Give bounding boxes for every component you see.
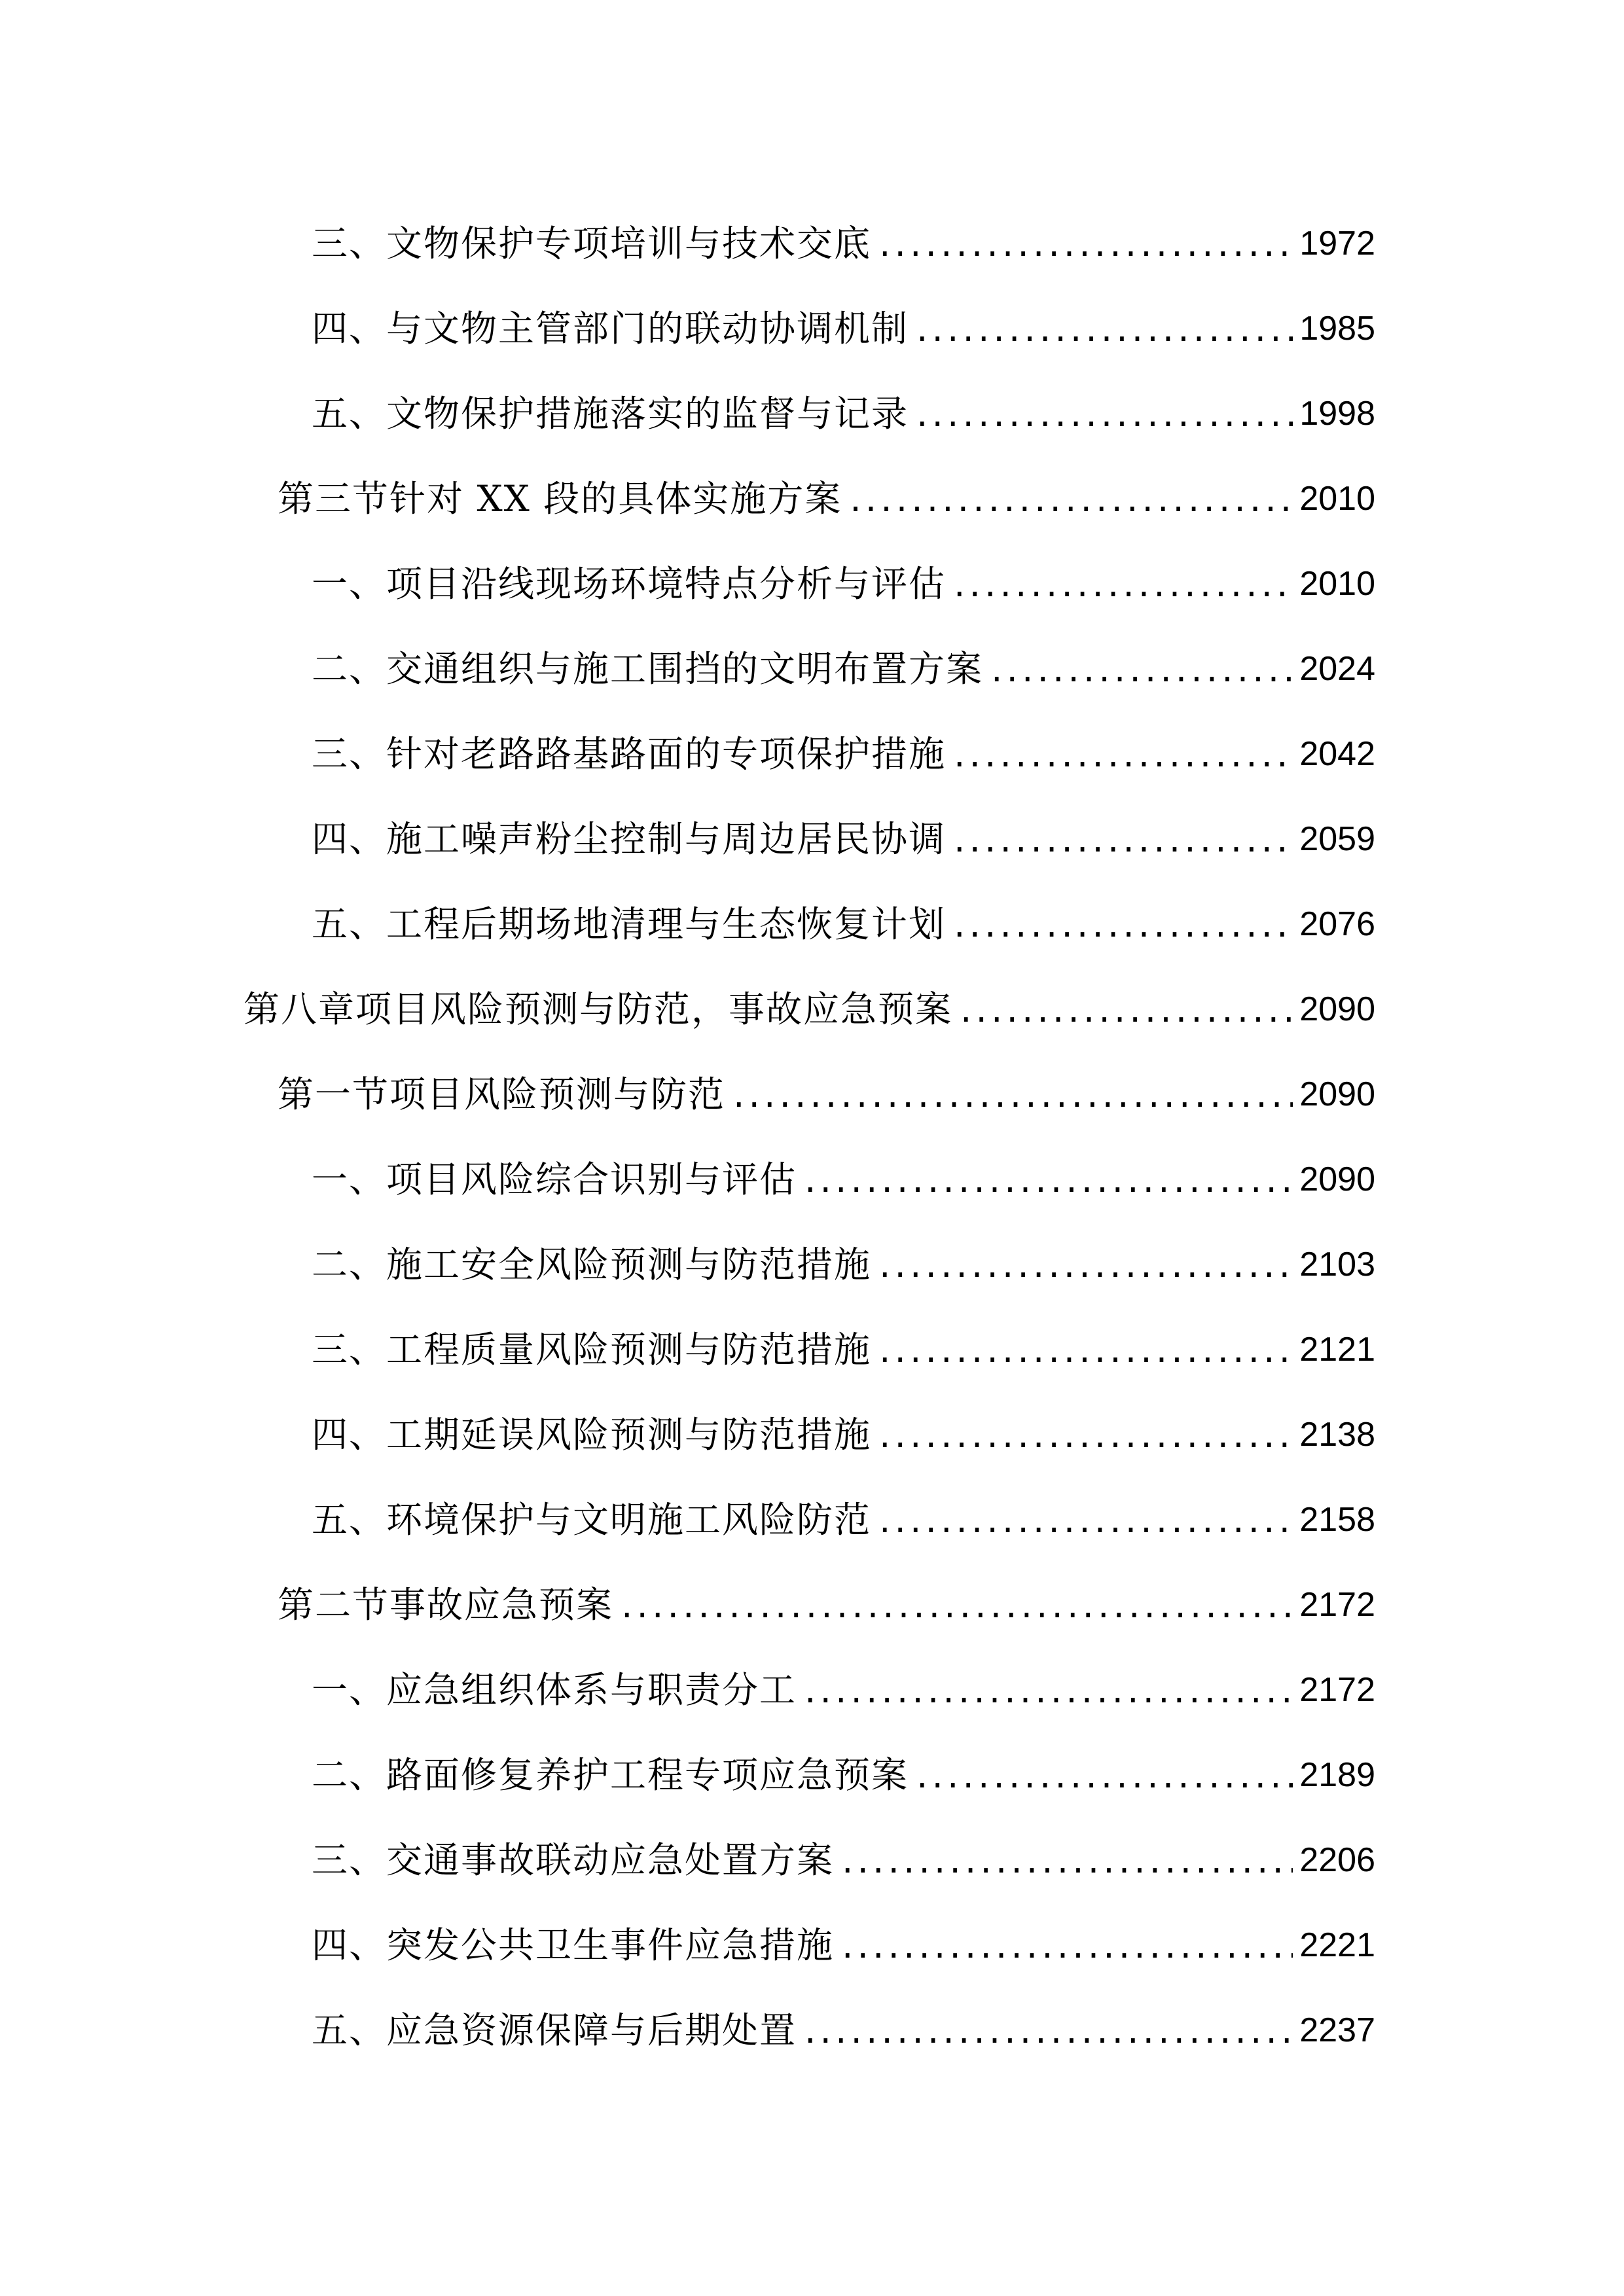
toc-entry-title: 五、环境保护与文明施工风险防范 (312, 1499, 872, 1541)
toc-entry-page: 2237 (1299, 2011, 1375, 2049)
toc-entry[interactable] (312, 1143, 1375, 1215)
toc-entry[interactable] (312, 1824, 1375, 1896)
toc-entry[interactable] (312, 633, 1375, 705)
toc-entry[interactable] (312, 803, 1375, 875)
toc-dot-leader (879, 1314, 1293, 1386)
toc-entry-title: 三、针对老路路基路面的专项保护措施 (312, 733, 947, 775)
toc-entry-title: 三、交通事故联动应急处置方案 (312, 1839, 835, 1881)
toc-dot-leader (842, 1824, 1293, 1896)
toc-entry[interactable] (312, 1229, 1375, 1300)
toc-dot-leader (842, 1909, 1293, 1981)
toc-dot-leader (804, 1143, 1293, 1215)
toc-entry[interactable] (312, 1484, 1375, 1556)
toc-dot-leader (850, 463, 1293, 535)
toc-entry-title: 一、项目沿线现场环境特点分析与评估 (312, 563, 947, 605)
toc-entry-page: 2158 (1299, 1501, 1375, 1539)
toc-dot-leader (916, 293, 1293, 365)
toc-entry[interactable] (312, 1654, 1375, 1726)
toc-dot-leader (879, 207, 1293, 279)
toc-entry-title: 一、项目风险综合识别与评估 (312, 1158, 797, 1200)
toc-entry-page: 1972 (1299, 224, 1375, 262)
toc-dot-leader (804, 1994, 1293, 2066)
toc-entry-page: 1985 (1299, 310, 1375, 348)
toc-entry-title: 四、与文物主管部门的联动协调机制 (312, 308, 909, 350)
toc-dot-leader (733, 1058, 1293, 1130)
toc-entry-page: 2172 (1299, 1671, 1375, 1709)
toc-entry-page: 2103 (1299, 1246, 1375, 1283)
toc-dot-leader (954, 718, 1293, 790)
toc-entry-title: 四、施工噪声粉尘控制与周边居民协调 (312, 818, 947, 860)
toc-entry-title: 二、交通组织与施工围挡的文明布置方案 (312, 648, 984, 690)
toc-dot-leader (991, 633, 1293, 705)
toc-entry-page: 2042 (1299, 735, 1375, 773)
toc-dot-leader (916, 378, 1293, 450)
toc-entry-page: 2059 (1299, 820, 1375, 858)
toc-entry-page: 2090 (1299, 990, 1375, 1028)
toc-entry-page: 2090 (1299, 1160, 1375, 1198)
toc-dot-leader (804, 1654, 1293, 1726)
toc-entry-page: 2206 (1299, 1841, 1375, 1879)
toc-dot-leader (879, 1399, 1293, 1471)
toc-entry-title: 第一节项目风险预测与防范 (278, 1073, 726, 1115)
toc-entry[interactable] (312, 718, 1375, 790)
toc-entry[interactable] (312, 888, 1375, 960)
toc-entry-page: 2172 (1299, 1586, 1375, 1624)
toc-entry[interactable] (312, 1994, 1375, 2066)
toc-dot-leader (954, 548, 1293, 620)
toc-entry-title: 第二节事故应急预案 (278, 1584, 614, 1626)
toc-entry-page: 2189 (1299, 1756, 1375, 1794)
toc-entry[interactable] (278, 1569, 1375, 1641)
toc-entry-title: 五、应急资源保障与后期处置 (312, 2009, 797, 2051)
toc-entry-title: 三、工程质量风险预测与防范措施 (312, 1329, 872, 1371)
toc-entry-title: 三、文物保护专项培训与技术交底 (312, 223, 872, 264)
toc-dot-leader (954, 803, 1293, 875)
toc-entry-page: 2221 (1299, 1926, 1375, 1964)
toc-entry-title: 四、工期延误风险预测与防范措施 (312, 1414, 872, 1456)
toc-entry-title: 一、应急组织体系与职责分工 (312, 1669, 797, 1711)
toc-entry-page: 2024 (1299, 650, 1375, 688)
toc-entry[interactable] (312, 1909, 1375, 1981)
toc-dot-leader (916, 1739, 1293, 1811)
toc-entry[interactable] (312, 378, 1375, 450)
toc-entry[interactable] (312, 548, 1375, 620)
toc-entry-page: 2076 (1299, 905, 1375, 943)
toc-entry[interactable] (312, 207, 1375, 279)
toc-entry[interactable] (312, 1739, 1375, 1811)
toc-entry-page: 2138 (1299, 1416, 1375, 1454)
toc-entry[interactable] (312, 1399, 1375, 1471)
toc-entry-title: 二、路面修复养护工程专项应急预案 (312, 1754, 909, 1796)
toc-entry-page: 2010 (1299, 480, 1375, 518)
toc-entry[interactable] (244, 973, 1375, 1045)
toc-entry[interactable] (312, 293, 1375, 365)
toc-dot-leader (879, 1484, 1293, 1556)
toc-entry-title: 四、突发公共卫生事件应急措施 (312, 1924, 835, 1966)
toc-entry-title: 五、文物保护措施落实的监督与记录 (312, 393, 909, 435)
toc-entry-page: 2090 (1299, 1075, 1375, 1113)
toc-entry-title: 第八章项目风险预测与防范，事故应急预案 (244, 988, 953, 1030)
toc-entry-page: 2010 (1299, 565, 1375, 603)
toc-entry[interactable] (278, 463, 1375, 535)
toc-entry[interactable] (278, 1058, 1375, 1130)
toc-entry-page: 2121 (1299, 1331, 1375, 1369)
toc-dot-leader (954, 888, 1293, 960)
toc-entry[interactable] (312, 1314, 1375, 1386)
toc-entry-title: 五、工程后期场地清理与生态恢复计划 (312, 903, 947, 945)
toc-entry-title: 二、施工安全风险预测与防范措施 (312, 1244, 872, 1285)
toc-dot-leader (621, 1569, 1293, 1641)
toc-dot-leader (960, 973, 1293, 1045)
toc-entry-page: 1998 (1299, 395, 1375, 433)
toc-dot-leader (879, 1229, 1293, 1300)
toc-entry-title: 第三节针对 XX 段的具体实施方案 (278, 478, 842, 520)
